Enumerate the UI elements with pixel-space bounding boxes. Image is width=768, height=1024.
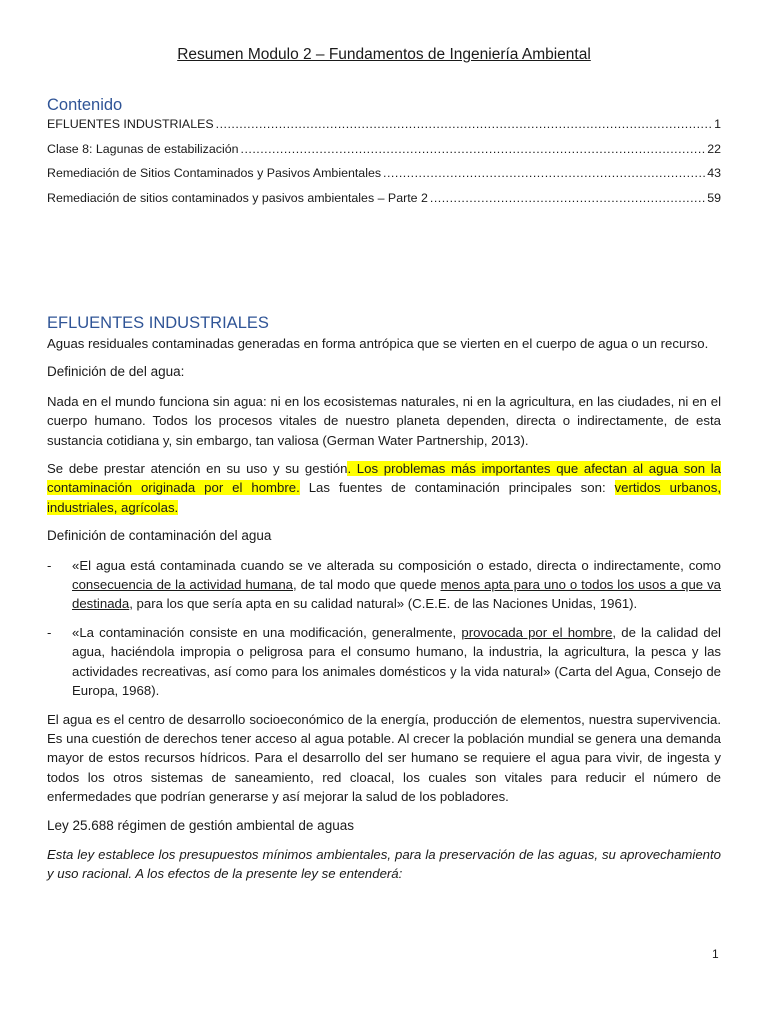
toc-leader-dots [241,142,706,156]
paragraph: Nada en el mundo funciona sin agua: ni en los ecosistemas naturales, ni en la agricultura, en las ciudades, ni en el cuerpo humano. Todos los procesos vitales de nuestro planeta dependen, directa o indirectamente, de esta sustancia cotidiana y, sin embargo, tan valiosa (German Water Partnership, 2013). [47,393,721,448]
list-item-text: «La contaminación consiste en una modificación, generalmente, [72,624,462,640]
toc-entry[interactable] [47,166,721,191]
section-body [47,334,721,893]
list-item-text: «El agua está contaminada cuando se ve alterada su composición o estado, directa o indirectamente, como [72,557,721,573]
toc-entry[interactable] [47,117,721,142]
toc-leader-dots [216,117,712,131]
underlined-text: provocada por el hombre [461,624,613,640]
subheading-water-definition: Definición de del agua: [47,364,185,380]
toc-entry-page: 43 [707,166,721,180]
list-item-text: , de tal modo que quede [293,577,441,593]
underlined-text: consecuencia de la actividad humana [72,577,293,593]
toc-entry[interactable] [47,191,721,216]
intro-paragraph: Aguas residuales contaminadas generadas en forma antrópica que se vierten en el cuerpo de agua o un recurso. [47,336,709,351]
toc-entry-label: Clase 8: Lagunas de estabilización [47,141,239,156]
list-item-text: , de la calidad del agua, haciéndola impropia o peligrosa para el consumo humano, la industria, la agricultura, la pesca y las actividades recreativas, así como para los animales domésticos y la vida natural» (Carta del Agua, Consejo de Europa, 1968). [72,624,721,699]
toc-leader-dots [383,166,705,180]
underlined-text: menos apta para uno o todos los usos a que va destinada [72,577,721,612]
bullet-dash: - [47,624,52,640]
highlighted-text: . Los problemas más importantes que afectan al agua son la contaminación originada por el hombre. [47,461,722,496]
subheading-law: Ley 25.688 régimen de gestión ambiental de aguas [47,817,354,833]
toc-entry-page: 1 [714,117,721,131]
highlighted-text: vertidos urbanos, industriales, agrícolas. [47,480,721,515]
law-paragraph: Esta ley establece los presupuestos mínimos ambientales, para la preservación de las aguas, su aprovechamiento y uso racional. A los efectos de la presente ley se entenderá: [47,846,721,882]
list-item-text: , para los que sería apta en su calidad natural» (C.E.E. de las Naciones Unidas, 1961). [129,596,638,612]
list-item [47,623,721,701]
paragraph: El agua es el centro de desarrollo socioeconómico de la energía, producción de elementos, nuestra supervivencia. Es una cuestión de derechos tener acceso al agua potable. Al crecer la población mundial se genera una demanda mayor de estos recursos hídricos. Para el desarrollo del ser humano se requiere el agua para vivir, de ingesta y todos los otros sistemas de saneamiento, red cloacal, los cuales son vitales para reducir el número de enfermedades que podrían generarse y así mejorar la salud de los pobladores. [47,711,721,805]
paragraph-highlighted [47,459,721,517]
toc-entry-label: EFLUENTES INDUSTRIALES [47,117,214,131]
paragraph-text: Se debe prestar atención en su uso y su gestión [47,461,348,477]
definition-list [47,556,721,701]
toc-entry-page: 59 [707,190,721,205]
list-item [47,556,721,614]
toc-heading: Contenido [47,96,123,114]
toc-entry-label: Remediación de sitios contaminados y pasivos ambientales – Parte 2 [47,190,428,205]
toc-entry-page: 22 [707,141,721,156]
section-heading: EFLUENTES INDUSTRIALES [47,314,269,332]
document-title: Resumen Modulo 2 – Fundamentos de Ingeniería Ambiental [177,46,591,63]
page-number: 1 [712,947,719,961]
table-of-contents [47,117,721,215]
paragraph-text: Las fuentes de contaminación principales son: [299,480,615,496]
toc-entry[interactable] [47,142,721,167]
subheading-contamination-definition: Definición de contaminación del agua [47,528,272,544]
bullet-dash: - [47,557,52,573]
toc-entry-label: Remediación de Sitios Contaminados y Pasivos Ambientales [47,166,382,180]
toc-leader-dots [430,191,705,205]
